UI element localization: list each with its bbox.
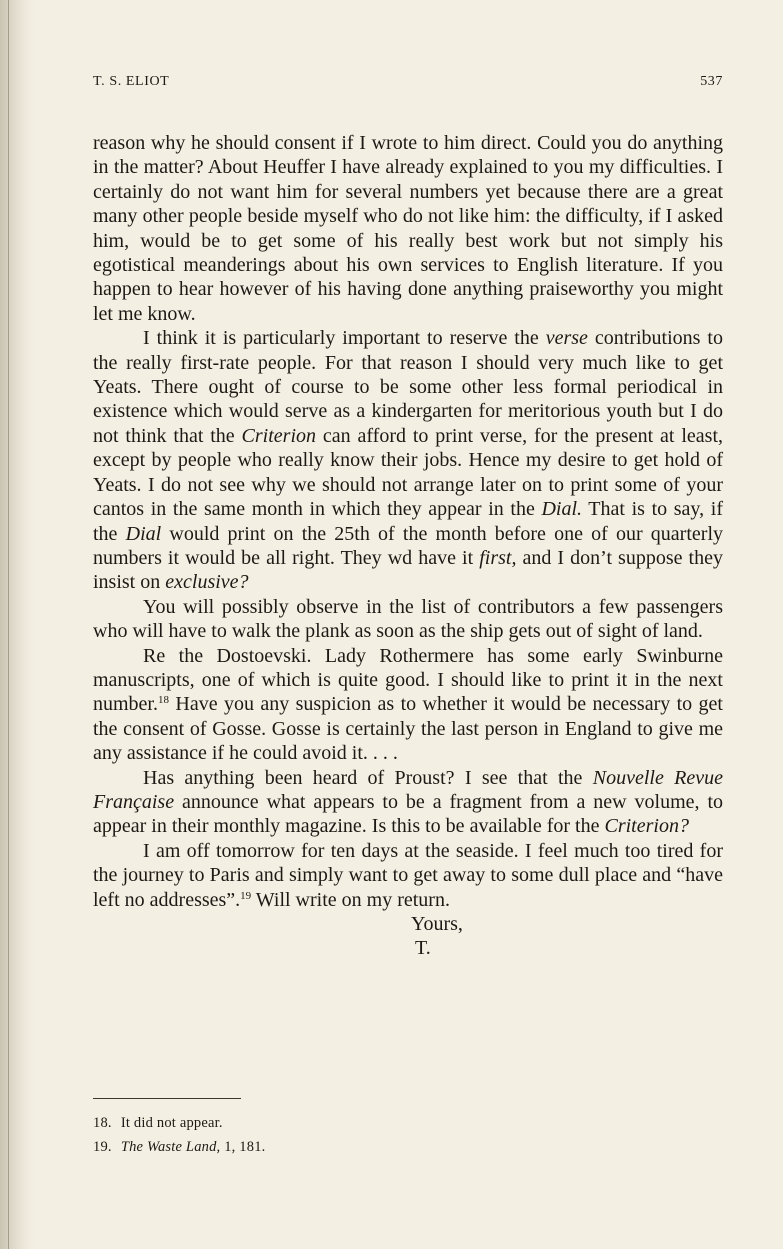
paragraph-6-text-b: Will write on my return. — [251, 888, 450, 911]
footnote-number: 18. — [93, 1115, 112, 1131]
paragraph-2-text-b: contributions to the really first-rate people. For that reason I should very much like to get Yeats. There ought of course to be some other less formal periodical in existence which would serve as a kindergarten for meritorious youth but I do not think that the — [93, 327, 723, 447]
footnote-18 — [93, 1111, 723, 1135]
valediction: Yours, — [411, 913, 463, 935]
paragraph-2-text-f: and I don’t suppose they insist on — [93, 546, 723, 594]
page-gutter-shadow — [0, 0, 34, 1249]
page-number: 537 — [700, 74, 723, 89]
paragraph-4-text-b: Have you any suspicion as to whether it would be necessary to get the consent of Gosse. Gosse is certainly the last person in England to give me any assistance if he could avoid it. . . . — [93, 693, 723, 765]
paragraph-5 — [93, 766, 723, 839]
footnote-text: It did not appear. — [120, 1115, 223, 1131]
footnote-title: The Waste Land, — [120, 1139, 221, 1155]
letter-body — [93, 131, 723, 961]
footnotes — [93, 1111, 723, 1159]
footnote-number: 19. — [93, 1139, 112, 1155]
paragraph-2-text-c: can afford to print verse, for the present at least, except by people who really know their jobs. Hence my desire to get hold of Yeats. I do not see why we should not arrange later on to print some of your cantos in the same month in which they appear in the — [93, 424, 723, 521]
paragraph-6-text-a: I am off tomorrow for ten days at the seaside. I feel much too tired for the journey to Paris and simply want to get away to some dull place and “have left no addresses”. — [93, 839, 723, 911]
running-head-author: T. S. ELIOT — [93, 74, 170, 89]
italic-nouvelle-revue-francaise: Nouvelle Revue Française — [93, 766, 724, 813]
footnote-ref-19[interactable]: 19 — [240, 889, 252, 902]
signature: T. — [415, 937, 431, 960]
footnote-rule — [93, 1098, 241, 1099]
italic-verse: verse — [545, 327, 588, 350]
italic-dial-2: Dial — [125, 522, 162, 545]
paragraph-1-text: reason why he should consent if I wrote to him direct. Could you do anything in the matter? About Heuffer I have already explained to you my difficulties. I certainly do not want him for several numbers yet because there are a great many other people beside myself who do not like him: the difficulty, if I asked him, would be to get some of his really best work but not simply his egotistical meanderings about his own services to English literature. If you happen to hear however of his having done anything praiseworthy you might let me know. — [93, 132, 723, 325]
italic-criterion: Criterion — [241, 424, 316, 447]
paragraph-1 — [93, 131, 723, 326]
running-head — [93, 74, 723, 94]
paragraph-4 — [93, 644, 723, 766]
footnote-19 — [93, 1135, 723, 1159]
paragraph-3 — [93, 595, 723, 644]
italic-first: first, — [479, 546, 517, 569]
footnote-text: 1, 181. — [220, 1139, 266, 1155]
italic-exclusive: exclusive? — [165, 571, 249, 594]
paragraph-6 — [93, 839, 723, 912]
paragraph-2-text-a: I think it is particularly important to reserve the — [143, 327, 546, 350]
paragraph-2-text-e: would print on the 25th of the month before one of our quarterly numbers it would be all right. They wd have it — [93, 522, 723, 569]
italic-criterion-2: Criterion? — [604, 815, 689, 838]
paragraph-3-text: You will possibly observe in the list of contributors a few passengers who will have to walk the plank as soon as the ship gets out of sight of land. — [93, 595, 723, 643]
paragraph-5-text-b: announce what appears to be a fragment from a new volume, to appear in their monthly magazine. Is this to be available for the — [93, 790, 723, 838]
paragraph-5-text-a: Has anything been heard of Proust? I see that the — [143, 766, 593, 789]
paragraph-4-text-a: Re the Dostoevski. Lady Rothermere has some early Swinburne manuscripts, one of which is quite good. I should like to print it in the next number. — [93, 644, 723, 716]
footnote-ref-18[interactable]: 18 — [158, 694, 169, 707]
binding-edge — [8, 0, 9, 1249]
paragraph-2-text-d: That is to say, if the — [93, 498, 723, 545]
paragraph-2 — [93, 326, 723, 594]
italic-dial: Dial. — [541, 498, 583, 521]
